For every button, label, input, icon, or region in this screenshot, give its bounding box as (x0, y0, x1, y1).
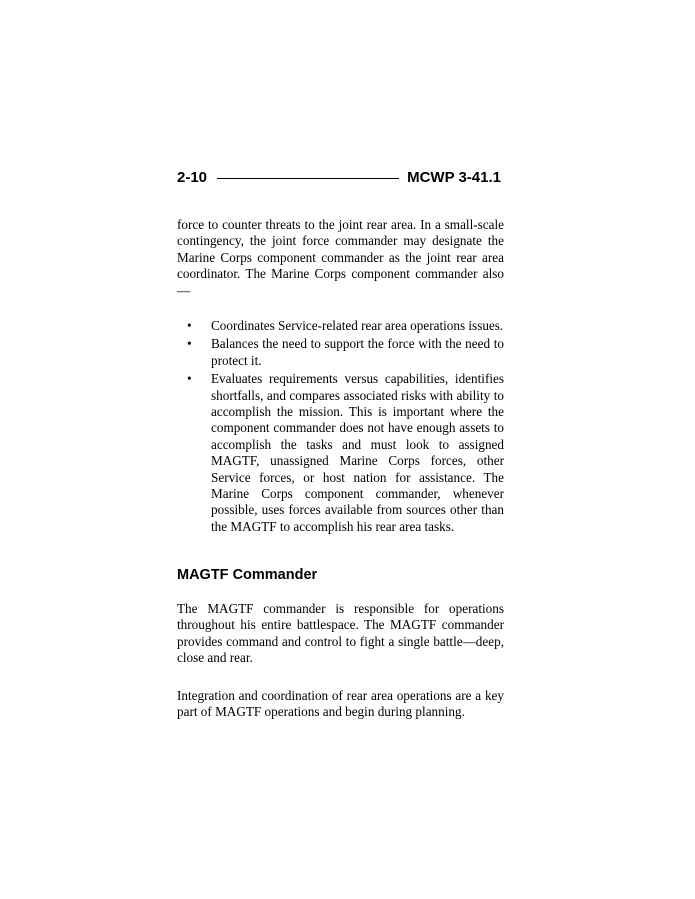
page-number: 2-10 (177, 168, 208, 186)
magtf-responsibility-paragraph: The MAGTF commander is responsible for operations throughout his entire battlespace. The MAGTF commander provides command and control to fight a single battle—deep, close and rear. (177, 601, 504, 666)
integration-paragraph: Integration and coordination of rear area operations are a key part of MAGTF operations and begin during planning. (177, 688, 504, 720)
publication-id: MCWP 3-41.1 (407, 168, 501, 186)
page-header (177, 167, 501, 187)
list-item (177, 336, 504, 369)
list-item-text: Coordinates Service-related rear area operations issues. (211, 318, 504, 333)
responsibility-list (177, 318, 504, 537)
list-item-text: Evaluates requirements versus capabilities, identifies shortfalls, and compares associated risks with ability to accomplish the mission. This is important where the component commander does not have enough assets to accomplish the tasks and must look to assigned MAGTF, unassigned Marine Corps forces, other Service forces, or host nation for assistance. The Marine Corps component commander, whenever possible, uses forces available from sources other than the MAGTF to accomplish his rear area tasks. (211, 371, 504, 534)
intro-paragraph: force to counter threats to the joint rear area. In a small-scale contingency, the joint force commander may designate the Marine Corps component commander as the joint rear area coordinator. The Marine Corps component commander also— (177, 217, 504, 298)
list-item (177, 371, 504, 535)
list-item-text: Balances the need to support the force with the need to protect it. (211, 336, 504, 368)
section-heading: MAGTF Commander (177, 567, 318, 583)
bullet-marker: • (187, 336, 192, 352)
list-item (177, 318, 504, 334)
bullet-marker: • (187, 371, 192, 387)
header-rule (217, 178, 399, 179)
bullet-marker: • (187, 318, 192, 333)
